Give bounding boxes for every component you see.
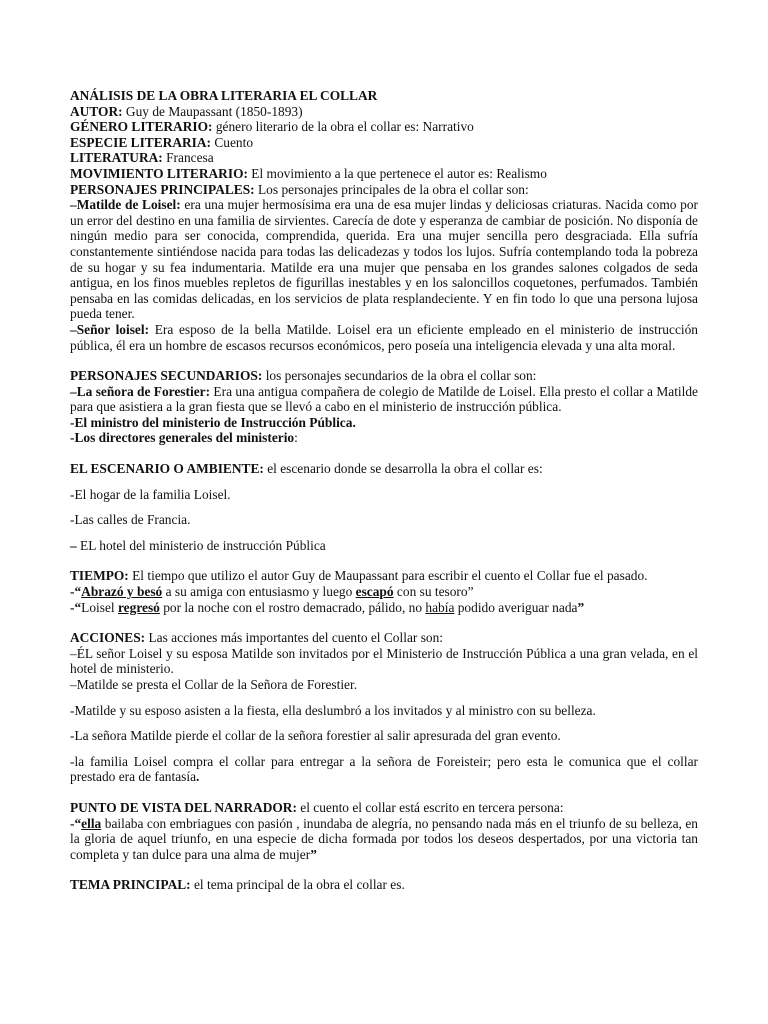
- narrador-line: [70, 800, 698, 816]
- accion-1: –ÉL señor Loisel y su esposa Matilde son invitados por el Ministerio de Instrucción Pública a una gran velada, en el hotel de ministerio.: [70, 645, 698, 677]
- document-title: ANÁLISIS DE LA OBRA LITERARIA EL COLLAR: [70, 88, 378, 103]
- escenario-item-hotel: [70, 538, 698, 554]
- forestier-text: Era una antigua compañera de colegio de Matilde de Loisel. Ella presto el collar a Matilde para que asistiera a la gran fiesta que se llevó a cabo en el ministerio de instrucción pública.: [70, 383, 698, 415]
- genero-label: GÉNERO LITERARIO:: [70, 119, 213, 135]
- quote-close: ”: [577, 599, 585, 615]
- ella: ella: [81, 815, 102, 831]
- forestier-paragraph: [70, 384, 698, 415]
- quote-open: -“: [70, 584, 82, 600]
- especie-value: Cuento: [211, 134, 254, 150]
- tiempo-line: [70, 568, 698, 584]
- escenario-label: EL ESCENARIO O AMBIENTE:: [70, 461, 264, 477]
- autor-value: Guy de Maupassant (1850-1893): [122, 103, 303, 119]
- narrador-quote-text: bailaba con embriagues con pasión , inundaba de alegría, no pensando nada más en el triunfo de su belleza, en la gloria de aquel triunfo, en una especie de dicha formada por todos los deseos despertados, por una victoria tan completa y tan dulce para una alma de mujer: [70, 815, 698, 862]
- quote-close: ”: [310, 846, 317, 862]
- directores-line: [70, 430, 698, 446]
- accion-5-dot: .: [196, 769, 200, 785]
- matilde-label: –Matilde de Loisel:: [70, 197, 181, 213]
- spacer: [70, 862, 698, 877]
- matilde-paragraph: [70, 197, 698, 322]
- genero-value: género literario de la obra el collar es: Narrativo: [212, 119, 474, 135]
- spacer: [70, 502, 698, 512]
- hotel-text: EL hotel del ministerio de instrucción Pública: [76, 537, 326, 553]
- acciones-label: ACCIONES:: [70, 630, 146, 646]
- loisel-text: Era esposo de la bella Matilde. Loisel era un eficiente empleado en el ministerio de instrucción pública, él era un hombre de escasos recursos económicos, pero poseía una inteligencia elevada y una alta moral.: [70, 321, 698, 353]
- spacer: [70, 693, 698, 703]
- literatura-value: Francesa: [162, 150, 214, 166]
- hotel-dash: –: [70, 537, 77, 553]
- genero-line: [70, 119, 698, 135]
- literatura-label: LITERATURA:: [70, 150, 163, 166]
- secundarios-value: los personajes secundarios de la obra el collar son:: [262, 368, 537, 384]
- escenario-value: el escenario donde se desarrolla la obra el collar es:: [263, 461, 543, 477]
- spacer: [70, 615, 698, 630]
- movimiento-line: [70, 166, 698, 182]
- loisel-paragraph: [70, 322, 698, 353]
- narrador-label: PUNTO DE VISTA DEL NARRADOR:: [70, 799, 297, 815]
- forestier-label: –La señora de Forestier:: [70, 383, 211, 399]
- secundarios-line: [70, 368, 698, 384]
- escenario-line: [70, 461, 698, 477]
- spacer: [70, 785, 698, 800]
- quote-a: Loisel: [81, 599, 118, 615]
- regreso: regresó: [117, 599, 160, 615]
- acciones-line: [70, 630, 698, 646]
- narrador-quote: [70, 816, 698, 863]
- literatura-line: [70, 150, 698, 166]
- tema-line: [70, 877, 698, 893]
- spacer: [70, 744, 698, 754]
- accion-5-text: -la familia Loisel compra el collar para entregar a la señora de Foreisteir; pero esta le comunica que el collar prestado era de fantasía: [70, 753, 698, 785]
- accion-3: -Matilde y su esposo asisten a la fiesta, ella deslumbró a los invitados y al ministro con su belleza.: [70, 702, 596, 718]
- directores-colon: :: [294, 430, 298, 446]
- accion-2: –Matilde se presta el Collar de la Señora de Forestier.: [70, 677, 358, 692]
- autor-line: [70, 104, 698, 120]
- spacer: [70, 528, 698, 538]
- quote-c: podido averiguar nada: [454, 599, 578, 615]
- document-page: [70, 88, 698, 893]
- directores-label: -Los directores generales del ministerio: [70, 430, 295, 446]
- especie-label: ESPECIE LITERARIA:: [70, 134, 212, 150]
- narrador-value: el cuento el collar está escrito en tercera persona:: [296, 799, 564, 815]
- movimiento-label: MOVIMIENTO LITERARIO:: [70, 165, 248, 181]
- accion-5: [70, 754, 698, 785]
- tema-label: TEMA PRINCIPAL:: [70, 877, 191, 893]
- escenario-item-hogar: -El hogar de la familia Loisel.: [70, 486, 231, 502]
- spacer: [70, 353, 698, 368]
- quote-end: con su tesoro”: [393, 584, 474, 600]
- principales-value: Los personajes principales de la obra el collar son:: [254, 181, 529, 197]
- escenario-item-calles: -Las calles de Francia.: [70, 512, 191, 528]
- abrazo-beso: Abrazó y besó: [81, 584, 163, 600]
- quote-mid: a su amiga con entusiasmo y luego: [162, 584, 356, 600]
- spacer: [70, 446, 698, 461]
- habia: había: [425, 599, 455, 615]
- ministro-label: -El ministro del ministerio de Instrucción Pública.: [70, 414, 356, 430]
- spacer: [70, 553, 698, 568]
- ministro-line: [70, 415, 698, 431]
- accion-4: -La señora Matilde pierde el collar de la señora forestier al salir apresurada del gran evento.: [70, 728, 561, 744]
- quote-b: por la noche con el rostro demacrado, pálido, no: [159, 599, 426, 615]
- autor-label: AUTOR:: [70, 103, 123, 119]
- tiempo-quote-2: [70, 600, 698, 616]
- tiempo-label: TIEMPO:: [70, 568, 129, 584]
- especie-line: [70, 135, 698, 151]
- spacer: [70, 718, 698, 728]
- principales-label: PERSONAJES PRINCIPALES:: [70, 181, 255, 197]
- quote-open: -“: [70, 815, 82, 831]
- tema-value: el tema principal de la obra el collar es.: [190, 877, 405, 893]
- movimiento-value: El movimiento a la que pertenece el autor es: Realismo: [247, 165, 547, 181]
- escapo: escapó: [355, 584, 394, 600]
- tiempo-quote-1: [70, 584, 698, 600]
- spacer: [70, 477, 698, 487]
- matilde-text: era una mujer hermosísima era una de esa mujer lindas y deliciosas criaturas. Nacida como por un error del destino en una familia de sirvientes. Carecía de dote y esperanza de cambiar de posición. No disponía de ningún medio para ser conocida, comprendida, querida. Era una mujer sencilla pero desgraciada. Ella sufría constantemente sintiéndose nacida para todas las delicadezas y todos los lujos. Sufría contemplando toda la pobreza de su hogar y su fea indumentaria. Matilde era una mujer que pensaba en los grandes salones colgados de seda antigua, en los finos muebles repletos de figurillas inestables y en los saloncillos coquetones, perfumados. También pensaba en las comidas delicadas, en los servicios de plata resplandeciente. Y en fin todo lo que una persona lujosa pueda tener.: [70, 197, 698, 322]
- tiempo-value: El tiempo que utilizo el autor Guy de Maupassant para escribir el cuento el Collar fue el pasado.: [128, 568, 648, 584]
- quote-open: -“: [70, 599, 82, 615]
- loisel-label: –Señor loisel:: [70, 321, 150, 337]
- principales-line: [70, 182, 698, 198]
- acciones-value: Las acciones más importantes del cuento el Collar son:: [145, 630, 444, 646]
- secundarios-label: PERSONAJES SECUNDARIOS:: [70, 368, 263, 384]
